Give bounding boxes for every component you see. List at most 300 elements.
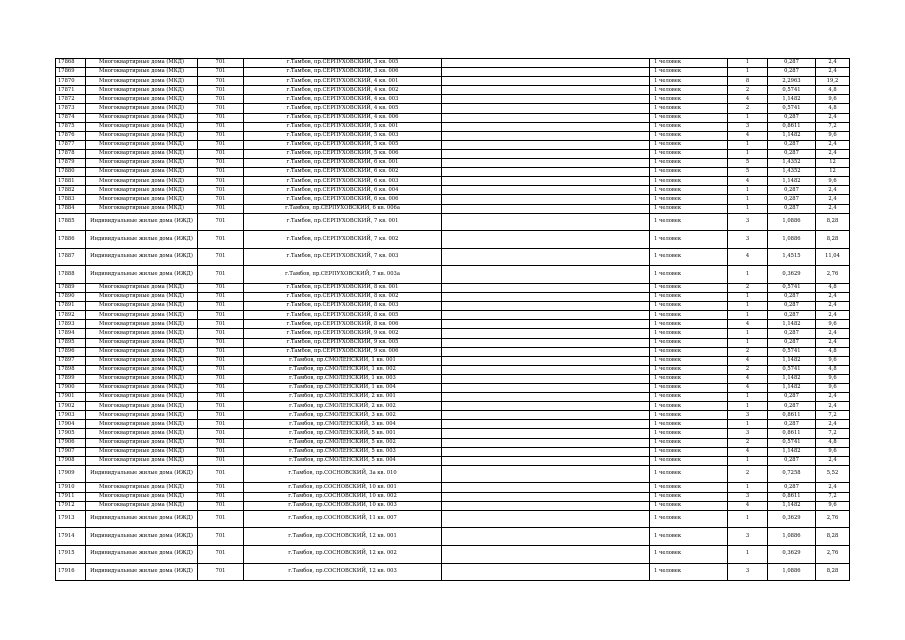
quantity-cell: 3	[728, 411, 768, 420]
table-row	[56, 438, 850, 447]
quantity-cell: 1	[728, 456, 768, 465]
address-cell: г.Тамбов, пр.СЕРПУХОВСКИЙ, 8 кв. 005	[244, 311, 442, 320]
coefficient-cell: 0,8611	[768, 411, 816, 420]
coefficient-cell: 0,287	[768, 456, 816, 465]
unit-cell: 1 человек	[650, 438, 728, 447]
code-cell: 701	[198, 140, 244, 149]
blank-cell	[442, 177, 650, 186]
coefficient-cell: 0,3629	[768, 510, 816, 528]
building-type-cell: Индивидуальные жилые дома (ИЖД)	[86, 465, 198, 483]
code-cell: 701	[198, 465, 244, 483]
blank-cell	[442, 456, 650, 465]
code-cell: 701	[198, 492, 244, 501]
data-table	[55, 58, 850, 581]
unit-cell: 1 человек	[650, 149, 728, 158]
address-cell: г.Тамбов, пр.СЕРПУХОВСКИЙ, 9 кв. 005	[244, 338, 442, 347]
address-cell: г.Тамбов, пр.СЕРПУХОВСКИЙ, 6 кв. 004	[244, 186, 442, 195]
unit-cell: 1 человек	[650, 122, 728, 131]
table-body	[56, 59, 850, 581]
row-id-cell: 17880	[56, 168, 86, 177]
unit-cell: 1 человек	[650, 492, 728, 501]
address-cell: г.Тамбов, пр.СЕРПУХОВСКИЙ, 6 кв. 006а	[244, 204, 442, 213]
coefficient-cell: 1,1482	[768, 384, 816, 393]
table-row	[56, 68, 850, 77]
quantity-cell: 1	[728, 329, 768, 338]
building-type-cell: Многоквартирные дома (МКД)	[86, 338, 198, 347]
blank-cell	[442, 429, 650, 438]
table-row	[56, 510, 850, 528]
volume-cell: 2,4	[816, 204, 850, 213]
blank-cell	[442, 402, 650, 411]
blank-cell	[442, 528, 650, 546]
code-cell: 701	[198, 347, 244, 356]
quantity-cell: 5	[728, 159, 768, 168]
coefficient-cell: 0,5741	[768, 365, 816, 374]
table-row	[56, 384, 850, 393]
address-cell: г.Тамбов, пр.СЕРПУХОВСКИЙ, 4 кв. 001	[244, 77, 442, 86]
volume-cell: 2,4	[816, 302, 850, 311]
building-type-cell: Многоквартирные дома (МКД)	[86, 402, 198, 411]
volume-cell: 19,2	[816, 77, 850, 86]
code-cell: 701	[198, 266, 244, 284]
row-id-cell: 17889	[56, 283, 86, 292]
code-cell: 701	[198, 365, 244, 374]
unit-cell: 1 человек	[650, 347, 728, 356]
blank-cell	[442, 59, 650, 68]
blank-cell	[442, 140, 650, 149]
building-type-cell: Многоквартирные дома (МКД)	[86, 374, 198, 383]
volume-cell: 8,28	[816, 563, 850, 581]
quantity-cell: 1	[728, 140, 768, 149]
volume-cell: 2,4	[816, 483, 850, 492]
unit-cell: 1 человек	[650, 177, 728, 186]
blank-cell	[442, 447, 650, 456]
address-cell: г.Тамбов, пр.СЕРПУХОВСКИЙ, 7 кв. 001	[244, 213, 442, 231]
address-cell: г.Тамбов, пр.СМОЛЕНСКИЙ, 5 кв. 001	[244, 429, 442, 438]
address-cell: г.Тамбов, пр.СЕРПУХОВСКИЙ, 4 кв. 003	[244, 95, 442, 104]
building-type-cell: Индивидуальные жилые дома (ИЖД)	[86, 545, 198, 563]
blank-cell	[442, 563, 650, 581]
row-id-cell: 17871	[56, 86, 86, 95]
table-row	[56, 302, 850, 311]
volume-cell: 7,2	[816, 429, 850, 438]
coefficient-cell: 0,287	[768, 338, 816, 347]
blank-cell	[442, 545, 650, 563]
volume-cell: 4,8	[816, 86, 850, 95]
volume-cell: 9,6	[816, 374, 850, 383]
blank-cell	[442, 501, 650, 510]
building-type-cell: Многоквартирные дома (МКД)	[86, 320, 198, 329]
table-row	[56, 311, 850, 320]
row-id-cell: 17881	[56, 177, 86, 186]
address-cell: г.Тамбов, пр.СЕРПУХОВСКИЙ, 4 кв. 002	[244, 86, 442, 95]
building-type-cell: Многоквартирные дома (МКД)	[86, 177, 198, 186]
building-type-cell: Многоквартирные дома (МКД)	[86, 113, 198, 122]
building-type-cell: Многоквартирные дома (МКД)	[86, 95, 198, 104]
building-type-cell: Многоквартирные дома (МКД)	[86, 429, 198, 438]
coefficient-cell: 0,287	[768, 302, 816, 311]
quantity-cell: 2	[728, 465, 768, 483]
row-id-cell: 17906	[56, 438, 86, 447]
quantity-cell: 3	[728, 213, 768, 231]
blank-cell	[442, 266, 650, 284]
blank-cell	[442, 213, 650, 231]
row-id-cell: 17882	[56, 186, 86, 195]
quantity-cell: 3	[728, 429, 768, 438]
coefficient-cell: 0,287	[768, 113, 816, 122]
address-cell: г.Тамбов, пр.СЕРПУХОВСКИЙ, 7 кв. 003а	[244, 266, 442, 284]
unit-cell: 1 человек	[650, 302, 728, 311]
row-id-cell: 17873	[56, 104, 86, 113]
blank-cell	[442, 122, 650, 131]
address-cell: г.Тамбов, пр.СМОЛЕНСКИЙ, 5 кв. 004	[244, 456, 442, 465]
table-row	[56, 338, 850, 347]
address-cell: г.Тамбов, пр.СОСНОВСКИЙ, 10 кв. 003	[244, 501, 442, 510]
coefficient-cell: 1,4515	[768, 248, 816, 266]
table-row	[56, 195, 850, 204]
building-type-cell: Многоквартирные дома (МКД)	[86, 149, 198, 158]
row-id-cell: 17870	[56, 77, 86, 86]
table-row	[56, 149, 850, 158]
building-type-cell: Многоквартирные дома (МКД)	[86, 168, 198, 177]
quantity-cell: 5	[728, 168, 768, 177]
quantity-cell: 4	[728, 177, 768, 186]
table-row	[56, 393, 850, 402]
quantity-cell: 3	[728, 528, 768, 546]
code-cell: 701	[198, 68, 244, 77]
coefficient-cell: 0,5741	[768, 104, 816, 113]
row-id-cell: 17893	[56, 320, 86, 329]
quantity-cell: 2	[728, 365, 768, 374]
table-row	[56, 528, 850, 546]
unit-cell: 1 человек	[650, 186, 728, 195]
blank-cell	[442, 293, 650, 302]
coefficient-cell: 1,1482	[768, 447, 816, 456]
blank-cell	[442, 186, 650, 195]
quantity-cell: 4	[728, 447, 768, 456]
code-cell: 701	[198, 429, 244, 438]
quantity-cell: 2	[728, 347, 768, 356]
coefficient-cell: 1,0886	[768, 213, 816, 231]
volume-cell: 2,76	[816, 545, 850, 563]
quantity-cell: 1	[728, 311, 768, 320]
volume-cell: 2,4	[816, 402, 850, 411]
quantity-cell: 1	[728, 68, 768, 77]
row-id-cell: 17874	[56, 113, 86, 122]
quantity-cell: 1	[728, 483, 768, 492]
building-type-cell: Многоквартирные дома (МКД)	[86, 384, 198, 393]
code-cell: 701	[198, 356, 244, 365]
coefficient-cell: 1,0886	[768, 563, 816, 581]
unit-cell: 1 человек	[650, 104, 728, 113]
coefficient-cell: 0,287	[768, 420, 816, 429]
quantity-cell: 3	[728, 122, 768, 131]
table-row	[56, 447, 850, 456]
code-cell: 701	[198, 545, 244, 563]
unit-cell: 1 человек	[650, 131, 728, 140]
table-row	[56, 365, 850, 374]
blank-cell	[442, 95, 650, 104]
blank-cell	[442, 104, 650, 113]
building-type-cell: Многоквартирные дома (МКД)	[86, 420, 198, 429]
coefficient-cell: 0,287	[768, 204, 816, 213]
row-id-cell: 17896	[56, 347, 86, 356]
code-cell: 701	[198, 77, 244, 86]
row-id-cell: 17898	[56, 365, 86, 374]
quantity-cell: 4	[728, 356, 768, 365]
unit-cell: 1 человек	[650, 563, 728, 581]
coefficient-cell: 0,7258	[768, 465, 816, 483]
table-row	[56, 411, 850, 420]
blank-cell	[442, 159, 650, 168]
blank-cell	[442, 248, 650, 266]
coefficient-cell: 0,5741	[768, 283, 816, 292]
address-cell: г.Тамбов, пр.СМОЛЕНСКИЙ, 1 кв. 003	[244, 374, 442, 383]
address-cell: г.Тамбов, пр.СЕРПУХОВСКИЙ, 9 кв. 002	[244, 329, 442, 338]
building-type-cell: Многоквартирные дома (МКД)	[86, 59, 198, 68]
table-row	[56, 168, 850, 177]
blank-cell	[442, 283, 650, 292]
coefficient-cell: 0,287	[768, 59, 816, 68]
table-row	[56, 293, 850, 302]
row-id-cell: 17909	[56, 465, 86, 483]
blank-cell	[442, 492, 650, 501]
coefficient-cell: 0,8611	[768, 122, 816, 131]
blank-cell	[442, 374, 650, 383]
building-type-cell: Многоквартирные дома (МКД)	[86, 77, 198, 86]
volume-cell: 9,6	[816, 95, 850, 104]
quantity-cell: 1	[728, 204, 768, 213]
coefficient-cell: 1,1482	[768, 356, 816, 365]
building-type-cell: Многоквартирные дома (МКД)	[86, 492, 198, 501]
unit-cell: 1 человек	[650, 231, 728, 249]
quantity-cell: 1	[728, 402, 768, 411]
row-id-cell: 17912	[56, 501, 86, 510]
address-cell: г.Тамбов, пр.СОСНОВСКИЙ, 12 кв. 002	[244, 545, 442, 563]
address-cell: г.Тамбов, пр.СЕРПУХОВСКИЙ, 9 кв. 006	[244, 347, 442, 356]
row-id-cell: 17899	[56, 374, 86, 383]
code-cell: 701	[198, 204, 244, 213]
unit-cell: 1 человек	[650, 447, 728, 456]
table-row	[56, 563, 850, 581]
coefficient-cell: 0,287	[768, 149, 816, 158]
address-cell: г.Тамбов, пр.СЕРПУХОВСКИЙ, 6 кв. 001	[244, 159, 442, 168]
coefficient-cell: 0,287	[768, 483, 816, 492]
quantity-cell: 2	[728, 283, 768, 292]
address-cell: г.Тамбов, пр.СОСНОВСКИЙ, 3а кв. 010	[244, 465, 442, 483]
table-row	[56, 402, 850, 411]
unit-cell: 1 человек	[650, 501, 728, 510]
code-cell: 701	[198, 131, 244, 140]
building-type-cell: Многоквартирные дома (МКД)	[86, 86, 198, 95]
blank-cell	[442, 347, 650, 356]
volume-cell: 2,4	[816, 393, 850, 402]
quantity-cell: 1	[728, 293, 768, 302]
table-row	[56, 420, 850, 429]
blank-cell	[442, 338, 650, 347]
building-type-cell: Многоквартирные дома (МКД)	[86, 186, 198, 195]
volume-cell: 5,52	[816, 465, 850, 483]
code-cell: 701	[198, 122, 244, 131]
row-id-cell: 17876	[56, 131, 86, 140]
coefficient-cell: 0,5741	[768, 347, 816, 356]
table-row	[56, 59, 850, 68]
unit-cell: 1 человек	[650, 311, 728, 320]
unit-cell: 1 человек	[650, 393, 728, 402]
volume-cell: 12	[816, 159, 850, 168]
address-cell: г.Тамбов, пр.СЕРПУХОВСКИЙ, 5 кв. 006	[244, 149, 442, 158]
address-cell: г.Тамбов, пр.СЕРПУХОВСКИЙ, 8 кв. 003	[244, 302, 442, 311]
code-cell: 701	[198, 411, 244, 420]
row-id-cell: 17883	[56, 195, 86, 204]
table-row	[56, 283, 850, 292]
row-id-cell: 17904	[56, 420, 86, 429]
blank-cell	[442, 329, 650, 338]
coefficient-cell: 1,4352	[768, 159, 816, 168]
quantity-cell: 4	[728, 320, 768, 329]
quantity-cell: 4	[728, 131, 768, 140]
building-type-cell: Индивидуальные жилые дома (ИЖД)	[86, 248, 198, 266]
volume-cell: 4,8	[816, 347, 850, 356]
coefficient-cell: 0,3629	[768, 266, 816, 284]
code-cell: 701	[198, 95, 244, 104]
row-id-cell: 17905	[56, 429, 86, 438]
table-row	[56, 231, 850, 249]
volume-cell: 9,6	[816, 131, 850, 140]
coefficient-cell: 1,1482	[768, 320, 816, 329]
unit-cell: 1 человек	[650, 338, 728, 347]
building-type-cell: Многоквартирные дома (МКД)	[86, 293, 198, 302]
code-cell: 701	[198, 420, 244, 429]
volume-cell: 2,4	[816, 186, 850, 195]
coefficient-cell: 1,1482	[768, 501, 816, 510]
table-row	[56, 501, 850, 510]
volume-cell: 7,2	[816, 411, 850, 420]
blank-cell	[442, 510, 650, 528]
quantity-cell: 1	[728, 420, 768, 429]
volume-cell: 2,4	[816, 293, 850, 302]
row-id-cell: 17910	[56, 483, 86, 492]
building-type-cell: Индивидуальные жилые дома (ИЖД)	[86, 213, 198, 231]
quantity-cell: 4	[728, 374, 768, 383]
unit-cell: 1 человек	[650, 402, 728, 411]
code-cell: 701	[198, 59, 244, 68]
coefficient-cell: 1,1482	[768, 374, 816, 383]
coefficient-cell: 0,287	[768, 195, 816, 204]
quantity-cell: 4	[728, 501, 768, 510]
table-row	[56, 320, 850, 329]
blank-cell	[442, 204, 650, 213]
quantity-cell: 1	[728, 149, 768, 158]
blank-cell	[442, 420, 650, 429]
blank-cell	[442, 195, 650, 204]
table-row	[56, 113, 850, 122]
building-type-cell: Многоквартирные дома (МКД)	[86, 347, 198, 356]
code-cell: 701	[198, 177, 244, 186]
volume-cell: 7,2	[816, 122, 850, 131]
volume-cell: 8,28	[816, 231, 850, 249]
volume-cell: 2,76	[816, 266, 850, 284]
table-row	[56, 492, 850, 501]
table-row	[56, 356, 850, 365]
unit-cell: 1 человек	[650, 68, 728, 77]
blank-cell	[442, 356, 650, 365]
volume-cell: 9,6	[816, 177, 850, 186]
code-cell: 701	[198, 302, 244, 311]
address-cell: г.Тамбов, пр.СЕРПУХОВСКИЙ, 3 кв. 005	[244, 59, 442, 68]
quantity-cell: 1	[728, 266, 768, 284]
unit-cell: 1 человек	[650, 59, 728, 68]
building-type-cell: Индивидуальные жилые дома (ИЖД)	[86, 266, 198, 284]
table-row	[56, 104, 850, 113]
building-type-cell: Индивидуальные жилые дома (ИЖД)	[86, 510, 198, 528]
building-type-cell: Многоквартирные дома (МКД)	[86, 365, 198, 374]
code-cell: 701	[198, 329, 244, 338]
code-cell: 701	[198, 283, 244, 292]
address-cell: г.Тамбов, пр.СЕРПУХОВСКИЙ, 3 кв. 006	[244, 68, 442, 77]
volume-cell: 4,8	[816, 104, 850, 113]
coefficient-cell: 0,287	[768, 293, 816, 302]
row-id-cell: 17903	[56, 411, 86, 420]
address-cell: г.Тамбов, пр.СОСНОВСКИЙ, 10 кв. 001	[244, 483, 442, 492]
row-id-cell: 17878	[56, 149, 86, 158]
address-cell: г.Тамбов, пр.СМОЛЕНСКИЙ, 3 кв. 004	[244, 420, 442, 429]
table-row	[56, 140, 850, 149]
row-id-cell: 17911	[56, 492, 86, 501]
row-id-cell: 17913	[56, 510, 86, 528]
unit-cell: 1 человек	[650, 248, 728, 266]
unit-cell: 1 человек	[650, 168, 728, 177]
row-id-cell: 17914	[56, 528, 86, 546]
unit-cell: 1 человек	[650, 528, 728, 546]
unit-cell: 1 человек	[650, 95, 728, 104]
unit-cell: 1 человек	[650, 510, 728, 528]
code-cell: 701	[198, 338, 244, 347]
building-type-cell: Индивидуальные жилые дома (ИЖД)	[86, 231, 198, 249]
building-type-cell: Многоквартирные дома (МКД)	[86, 447, 198, 456]
unit-cell: 1 человек	[650, 320, 728, 329]
building-type-cell: Многоквартирные дома (МКД)	[86, 159, 198, 168]
unit-cell: 1 человек	[650, 140, 728, 149]
address-cell: г.Тамбов, пр.СЕРПУХОВСКИЙ, 5 кв. 005	[244, 140, 442, 149]
code-cell: 701	[198, 231, 244, 249]
unit-cell: 1 человек	[650, 77, 728, 86]
volume-cell: 8,28	[816, 213, 850, 231]
quantity-cell: 2	[728, 86, 768, 95]
blank-cell	[442, 113, 650, 122]
blank-cell	[442, 77, 650, 86]
unit-cell: 1 человек	[650, 374, 728, 383]
volume-cell: 2,4	[816, 113, 850, 122]
code-cell: 701	[198, 393, 244, 402]
table-row	[56, 213, 850, 231]
row-id-cell: 17877	[56, 140, 86, 149]
code-cell: 701	[198, 195, 244, 204]
code-cell: 701	[198, 374, 244, 383]
unit-cell: 1 человек	[650, 420, 728, 429]
row-id-cell: 17892	[56, 311, 86, 320]
code-cell: 701	[198, 510, 244, 528]
volume-cell: 9,6	[816, 356, 850, 365]
row-id-cell: 17886	[56, 231, 86, 249]
quantity-cell: 1	[728, 59, 768, 68]
volume-cell: 8,28	[816, 528, 850, 546]
quantity-cell: 2	[728, 104, 768, 113]
unit-cell: 1 человек	[650, 384, 728, 393]
code-cell: 701	[198, 311, 244, 320]
code-cell: 701	[198, 149, 244, 158]
row-id-cell: 17868	[56, 59, 86, 68]
